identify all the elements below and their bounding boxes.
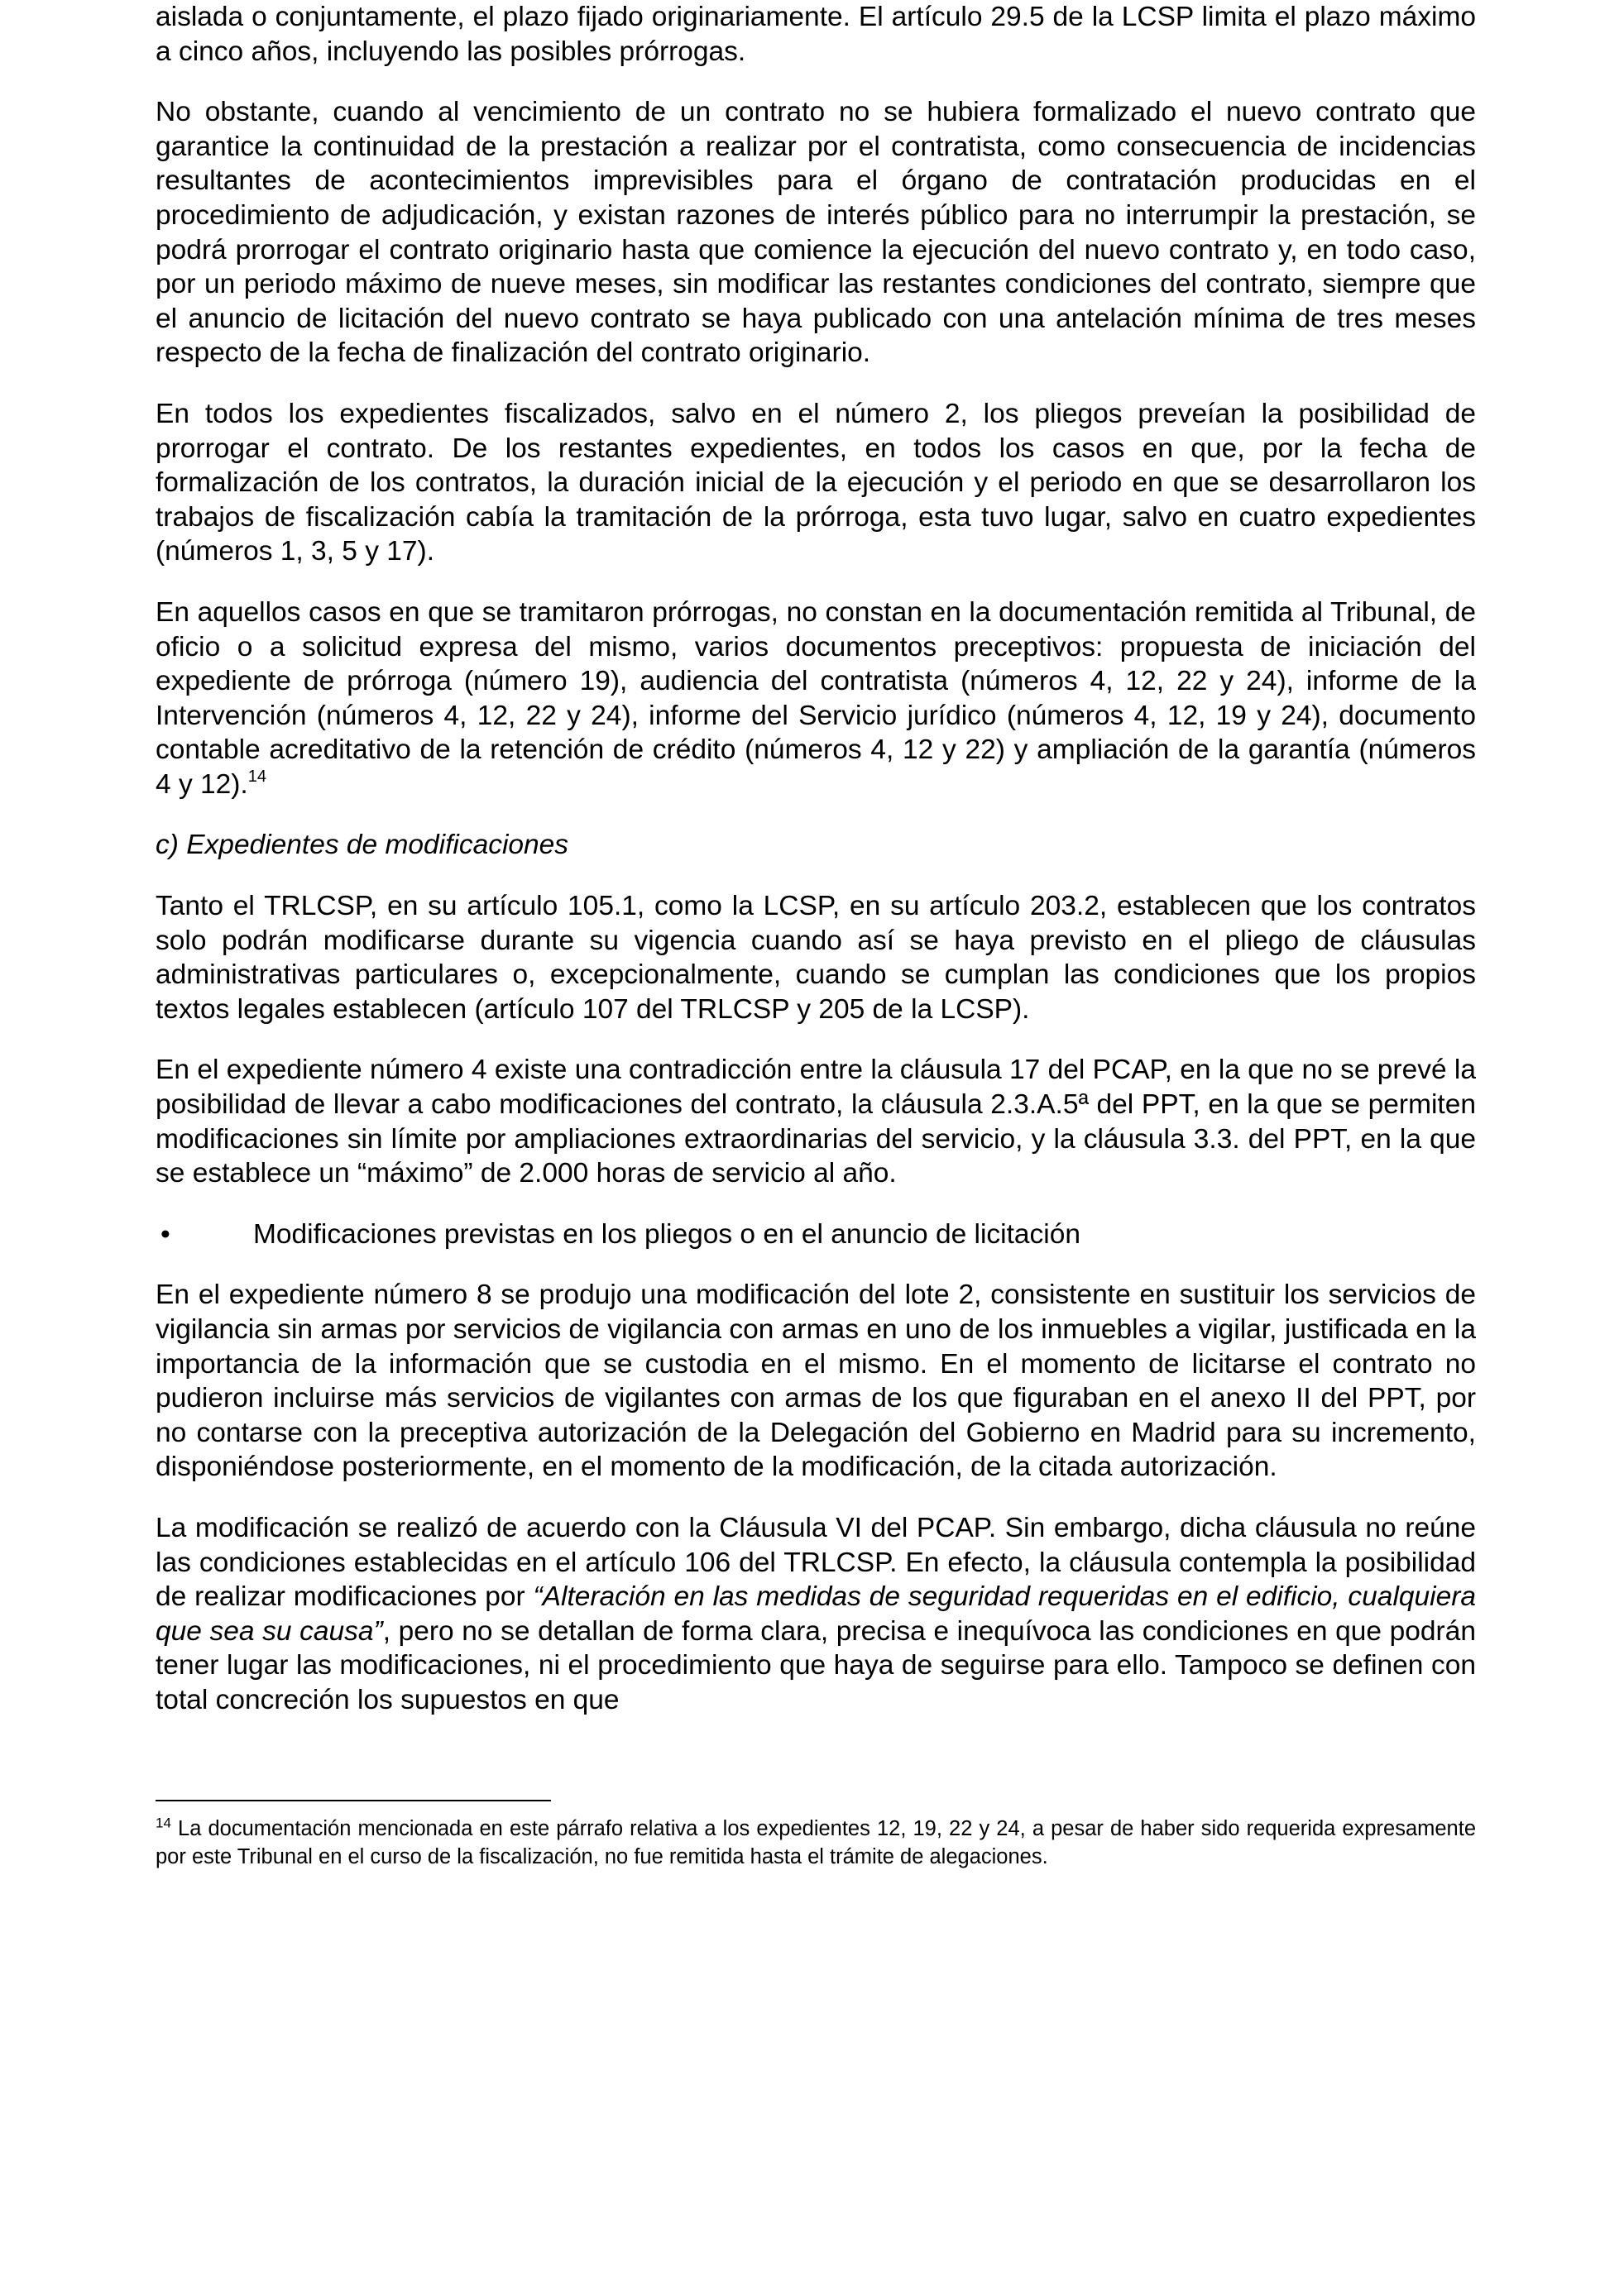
paragraph-documentos-preceptivos [156,596,1476,802]
bullet-icon: • [160,1218,170,1250]
paragraph-expedientes-prorroga [156,397,1476,569]
paragraph-text: , pero no se detallan de forma clara, precisa e inequívoca las condiciones en que podrán tener lugar las modificaciones, ni el procedimiento que haya de seguirse para ello. Tampoco se definen con total concreción los supuestos en que [156,1615,1476,1715]
paragraph-text: aislada o conjuntamente, el plazo fijado originariamente. El artículo 29.5 de la LCSP limita el plazo máximo a cinco años, incluyendo las posibles prórrogas. [156,2,1476,67]
paragraph-expediente-4 [156,1053,1476,1190]
section-heading-modificaciones: c) Expedientes de modificaciones [156,830,569,861]
document-page [156,0,1476,1744]
paragraph-prorroga-plazo [156,0,1476,69]
paragraph-expediente-8 [156,1278,1476,1485]
footnote-reference[interactable]: 14 [247,767,266,786]
footnote [156,1815,1476,1871]
footnote-number: 14 [156,1815,171,1831]
paragraph-text: Tanto el TRLCSP, en su artículo 105.1, como la LCSP, en su artículo 203.2, establecen que los contratos solo podrán modificarse durante su vigencia cuando así se haya previsto en el pliego de cláusulas administrativas particulares o, excepcionalmente, cuando se cumplan las condiciones que los propios textos legales establecen (artículo 107 del TRLCSP y 205 de la LCSP). [156,891,1476,1025]
paragraph-text: En el expediente número 4 existe una contradicción entre la cláusula 17 del PCAP, en la que no se prevé la posibilidad de llevar a cabo modificaciones del contrato, la cláusula 2.3.A.5ª del PPT, en la que se permiten modificaciones sin límite por ampliaciones extraordinarias del servicio, y la cláusula 3.3. del PPT, en la que se establece un “máximo” de 2.000 horas de servicio al año. [156,1055,1476,1189]
paragraph-marco-legal [156,889,1476,1026]
paragraph-text: En el expediente número 8 se produjo una modificación del lote 2, consistente en sustituir los servicios de vigilancia sin armas por servicios de vigilancia con armas en uno de los inmuebles a vigilar, justificada en la importancia de la información que se custodia en el mismo. En el momento de licitarse el contrato no pudieron incluirse más servicios de vigilantes con armas de los que figuraban en el anexo II del PPT, por no contarse con la preceptiva autorización de la Delegación del Gobierno en Madrid para su incremento, disponiéndose posteriormente, en el momento de la modificación, de la citada autorización. [156,1280,1476,1483]
paragraph-text: No obstante, cuando al vencimiento de un contrato no se hubiera formalizado el nuevo contrato que garantice la continuidad de la prestación a realizar por el contratista, como consecuencia de incidencias resultantes de acontecimientos imprevisibles para el órgano de contratación producidas en el procedimiento de adjudicación, y existan razones de interés público para no interrumpir la prestación, se podrá prorrogar el contrato originario hasta que comience la ejecución del nuevo contrato y, en todo caso, por un periodo máximo de nueve meses, sin modificar las restantes condiciones del contrato, siempre que el anuncio de licitación del nuevo contrato se haya publicado con una antelación mínima de tres meses respecto de la fecha de finalización del contrato originario. [156,97,1476,369]
paragraph-text: En todos los expedientes fiscalizados, salvo en el número 2, los pliegos preveían la posibilidad de prorrogar el contrato. De los restantes expedientes, en todos los casos en que, por la fecha de formalización de los contratos, la duración inicial de la ejecución y el periodo en que se desarrollaron los trabajos de fiscalización cabía la tramitación de la prórroga, esta tuvo lugar, salvo en cuatro expedientes (números 1, 3, 5 y 17). [156,398,1476,567]
bullet-item [156,1217,1476,1252]
paragraph-clausula-vi [156,1511,1476,1718]
paragraph-text: En aquellos casos en que se tramitaron prórrogas, no constan en la documentación remitida al Tribunal, de oficio o a solicitud expresa del mismo, varios documentos preceptivos: propuesta de iniciación del expediente de prórroga (número 19), audiencia del contratista (números 4, 12, 22 y 24), informe de la Intervención (números 4, 12, 22 y 24), informe del Servicio jurídico (números 4, 12, 19 y 24), documento contable acreditativo de la retención de crédito (números 4, 12 y 22) y ampliación de la garantía (números 4 y 12). [156,596,1476,800]
paragraph-text: La modificación se realizó de acuerdo con la Cláusula VI del PCAP. Sin embargo, dicha cláusula no reúne las condiciones establecidas en el artículo 106 del TRLCSP. En efecto, la cláusula contempla la posibilidad de realizar modificaciones por [156,1512,1476,1613]
paragraph-prorroga-excepcional [156,95,1476,371]
quoted-clause: “Alteración en las medidas de seguridad requeridas en el edificio, cualquiera que sea su causa” [156,1581,1477,1647]
footnote-separator [156,1800,551,1801]
bullet-text: Modificaciones previstas en los pliegos o en el anuncio de licitación [253,1218,1080,1250]
footnote-text: La documentación mencionada en este párrafo relativa a los expedientes 12, 19, 22 y 24, a pesar de haber sido requerida expresamente por este Tribunal en el curso de la fiscalización, no fue remitida hasta el trámite de alegaciones. [156,1817,1476,1868]
